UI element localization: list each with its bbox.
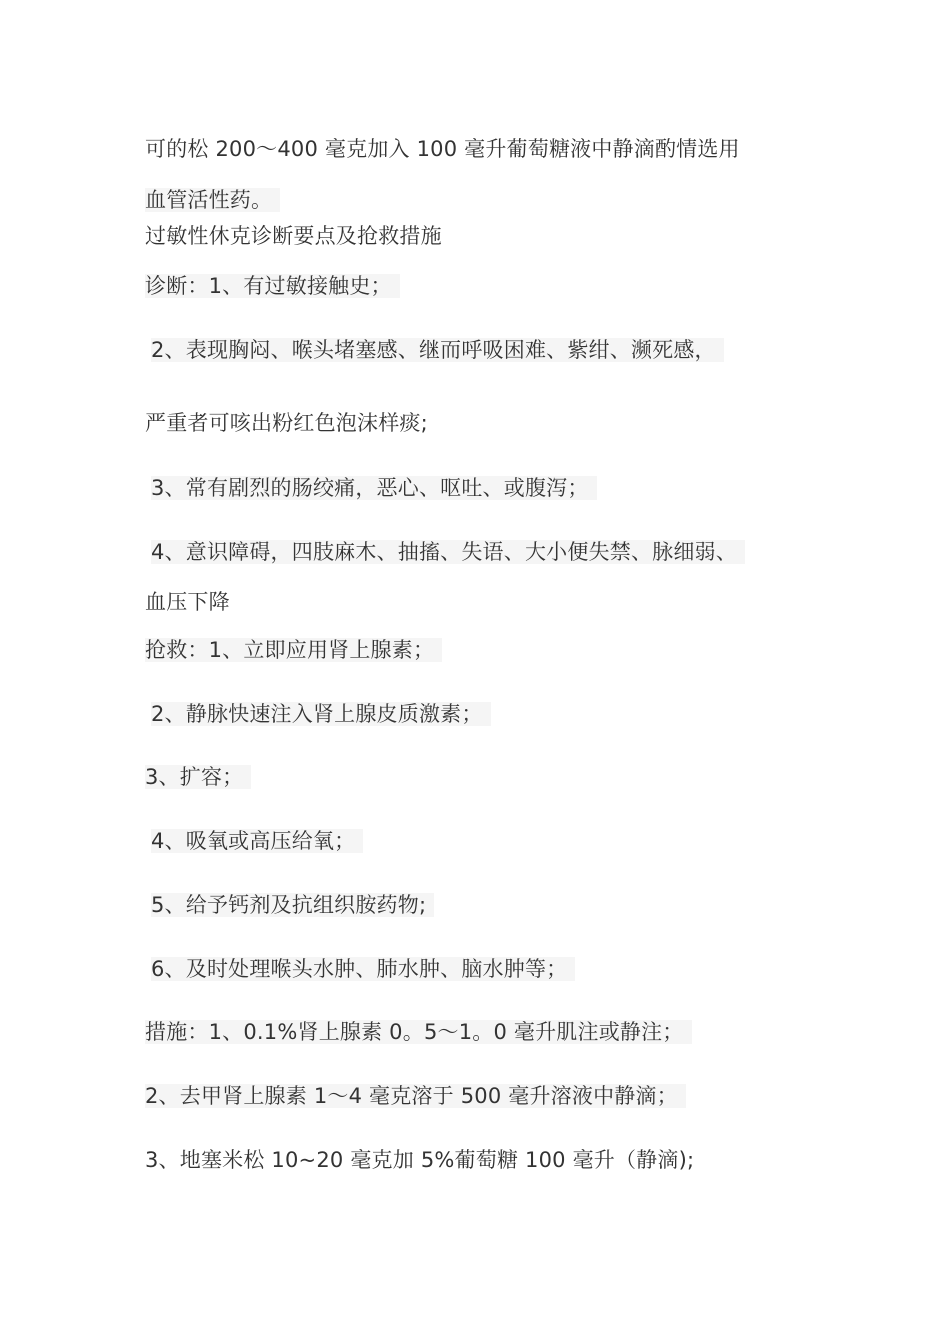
rescue-line xyxy=(151,954,575,984)
line-text: 血管活性药。 xyxy=(145,188,280,212)
diagnosis-line xyxy=(145,587,230,617)
line-text: 3、常有剧烈的肠绞痛，恶心、呕吐、或腹泻； xyxy=(151,476,597,500)
paragraph-line xyxy=(145,134,740,164)
line-text: 抢救：1、立即应用肾上腺素； xyxy=(145,638,442,662)
diagnosis-line xyxy=(151,537,745,567)
line-text: 6、及时处理喉头水肿、肺水肿、脑水肿等； xyxy=(151,957,575,981)
diagnosis-line xyxy=(151,473,597,503)
rescue-line xyxy=(151,890,434,920)
line-text: 严重者可咳出粉红色泡沫样痰; xyxy=(145,411,428,435)
rescue-line xyxy=(145,635,442,665)
line-text: 可的松 200～400 毫克加入 100 毫升葡萄糖液中静滴酌情选用 xyxy=(145,137,740,161)
line-text: 4、吸氧或高压给氧； xyxy=(151,829,363,853)
line-text: 2、去甲肾上腺素 1～4 毫克溶于 500 毫升溶液中静滴； xyxy=(145,1084,686,1108)
rescue-line xyxy=(151,826,363,856)
measure-line xyxy=(145,1145,694,1175)
line-text: 措施：1、0.1%肾上腺素 0。5～1。0 毫升肌注或静注； xyxy=(145,1020,692,1044)
line-text: 2、静脉快速注入肾上腺皮质激素； xyxy=(151,702,491,726)
diagnosis-line xyxy=(145,271,400,301)
line-text: 4、意识障碍，四肢麻木、抽搐、失语、大小便失禁、脉细弱、 xyxy=(151,540,745,564)
line-text: 5、给予钙剂及抗组织胺药物; xyxy=(151,893,434,917)
line-text: 3、地塞米松 10~20 毫克加 5%葡萄糖 100 毫升（静滴); xyxy=(145,1148,695,1172)
paragraph-line xyxy=(145,185,280,215)
line-text: 诊断：1、有过敏接触史； xyxy=(145,274,400,298)
measure-line xyxy=(145,1081,686,1111)
heading-text: 过敏性休克诊断要点及抢救措施 xyxy=(145,224,442,248)
line-text: 2、表现胸闷、喉头堵塞感、继而呼吸困难、紫绀、濒死感， xyxy=(151,338,724,362)
line-text: 3、扩容； xyxy=(145,765,251,789)
diagnosis-line xyxy=(145,408,428,438)
measure-line xyxy=(145,1017,692,1047)
diagnosis-line xyxy=(151,335,724,365)
section-heading xyxy=(145,221,442,251)
line-text: 血压下降 xyxy=(145,590,230,614)
rescue-line xyxy=(151,699,491,729)
rescue-line xyxy=(145,762,251,792)
